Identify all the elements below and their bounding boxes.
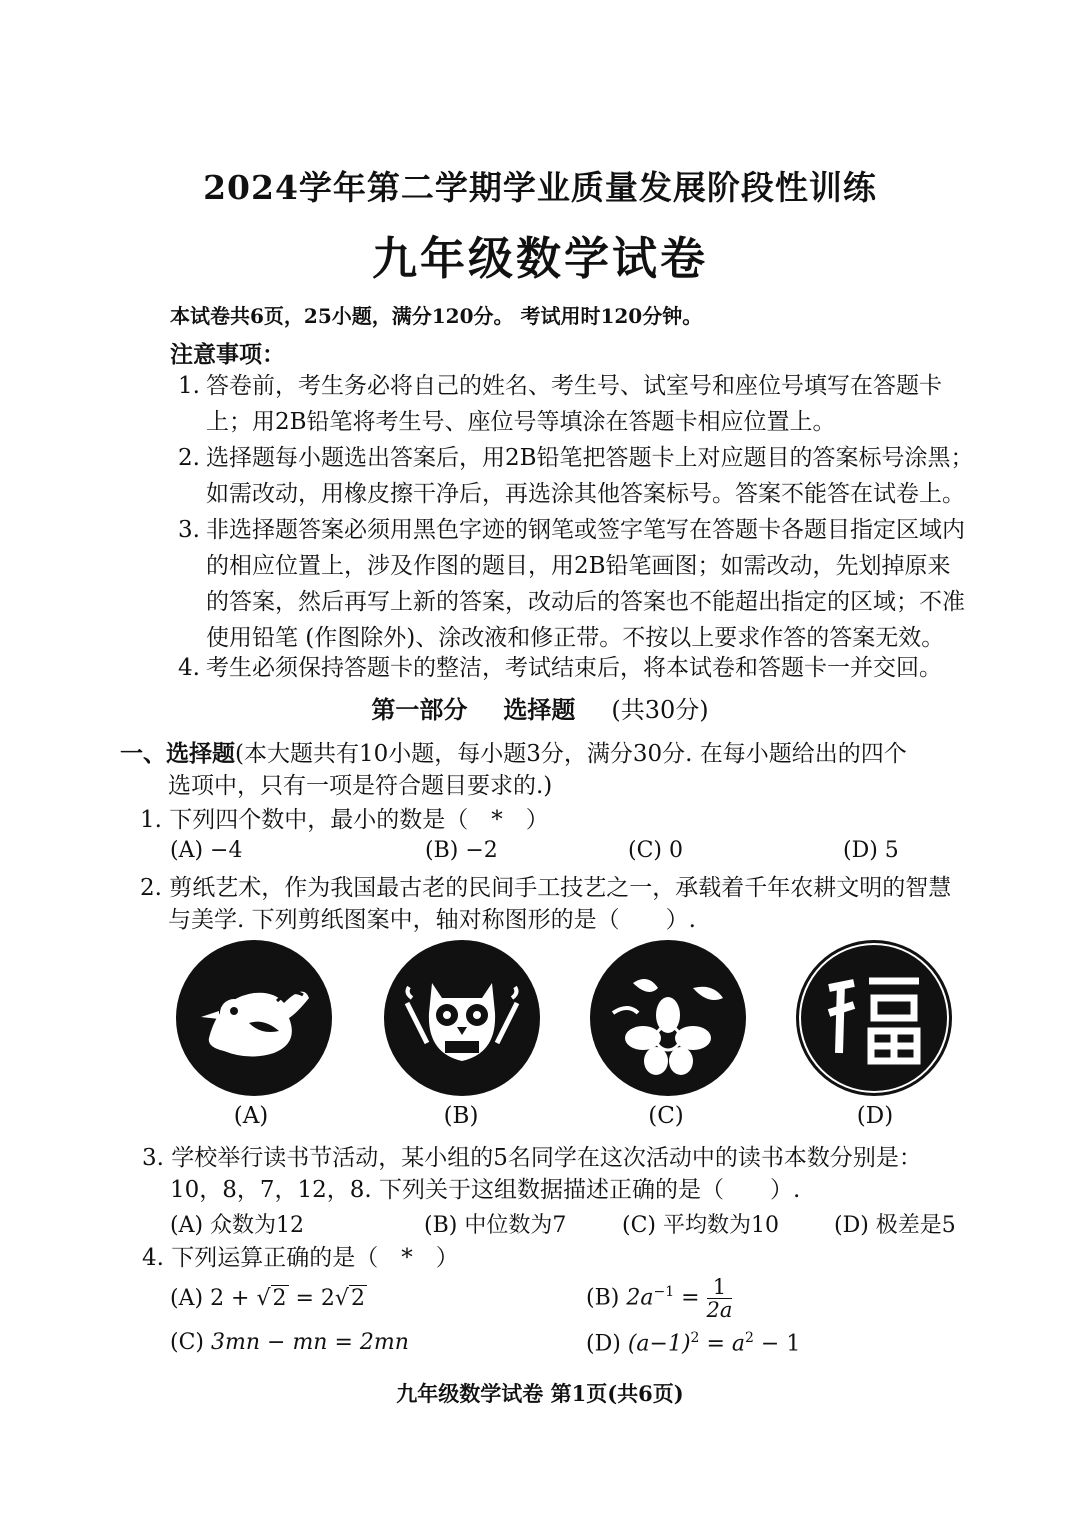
- option-label: (C): [170, 1330, 204, 1355]
- papercut-flower-bird-icon[interactable]: [590, 940, 746, 1096]
- expr-part: 2 + √: [210, 1286, 271, 1311]
- notice-num: 2.: [178, 445, 200, 471]
- q3-option-d[interactable]: (D) 极差是5: [834, 1213, 956, 1238]
- question-3-line-1: 3. 学校举行读书节活动，某小组的5名同学在这次活动中的读书本数分别是：: [142, 1145, 922, 1171]
- q2-label-c: (C): [648, 1103, 684, 1129]
- papercut-fu-character-icon[interactable]: [796, 940, 952, 1096]
- notice-line: 的答案，然后再写上新的答案，改动后的答案也不能超出指定的区域；不准: [206, 589, 965, 615]
- notice-heading: 注意事项：: [170, 341, 285, 368]
- q3-option-a[interactable]: (A) 众数为12: [170, 1213, 305, 1238]
- notice-line: 上；用2B铅笔将考生号、座位号等填涂在答题卡相应位置上。: [206, 409, 836, 435]
- expr-part: 2a: [626, 1285, 654, 1311]
- question-4-stem: 4. 下列运算正确的是（ * ）: [142, 1245, 459, 1271]
- instructions-line-2: 选项中，只有一项是符合题目要求的.): [168, 773, 553, 799]
- exponent: −1: [653, 1284, 675, 1301]
- question-2-line-1: 2. 剪纸艺术，作为我国最古老的民间手工技艺之一，承载着千年农耕文明的智慧: [140, 875, 952, 901]
- expr-part: − 1: [753, 1331, 801, 1357]
- numerator: 1: [707, 1276, 733, 1299]
- exponent: 2: [745, 1330, 754, 1346]
- notice-num: 3.: [178, 517, 200, 543]
- expr-part: = 2√: [288, 1286, 349, 1311]
- option-label: (A): [170, 1286, 204, 1311]
- q3-option-c[interactable]: (C) 平均数为10: [622, 1213, 779, 1238]
- notice-line: 答卷前，考生务必将自己的姓名、考生号、试室号和座位号填写在答题卡: [206, 373, 942, 399]
- section-points: (共30分): [611, 696, 709, 724]
- exam-subtitle: 九年级数学试卷: [371, 232, 708, 285]
- q2-label-b: (B): [443, 1103, 479, 1129]
- q4-option-b[interactable]: [586, 1276, 732, 1321]
- expr-part: (a−1): [627, 1331, 691, 1357]
- q2-label-d: (D): [856, 1103, 894, 1129]
- q3-option-b[interactable]: (B) 中位数为7: [424, 1213, 567, 1238]
- section-name: 选择题: [503, 695, 576, 724]
- section-part: 第一部分: [371, 695, 468, 724]
- notice-line: 考生必须保持答题卡的整洁，考试结束后，将本试卷和答题卡一并交回。: [206, 655, 942, 681]
- q4-option-c[interactable]: [170, 1330, 409, 1355]
- question-3-line-2: 10，8，7，12，8. 下列关于这组数据描述正确的是（ ）.: [170, 1177, 801, 1203]
- notice-line: 的相应位置上，涉及作图的题目，用2B铅笔画图；如需改动，先划掉原来: [206, 553, 951, 579]
- option-label: (B): [586, 1285, 620, 1311]
- instructions-label: 一、选择题: [120, 740, 235, 767]
- notice-item-4: [178, 650, 998, 686]
- papercut-bird-icon[interactable]: [176, 940, 332, 1096]
- q4-option-d[interactable]: [586, 1330, 800, 1356]
- notice-item-2: [178, 440, 998, 512]
- radicand: 2: [272, 1286, 287, 1311]
- q1-option-d[interactable]: (D) 5: [843, 838, 899, 863]
- expr-part: = a: [699, 1331, 745, 1357]
- denominator: 2a: [706, 1298, 733, 1322]
- notice-line: 选择题每小题选出答案后，用2B铅笔把答题卡上对应题目的答案标号涂黑；: [206, 445, 974, 471]
- notice-line: 非选择题答案必须用黑色字迹的钢笔或签字笔写在答题卡各题目指定区域内: [206, 517, 965, 543]
- question-2-line-2: 与美学. 下列剪纸图案中，轴对称图形的是（ ）.: [168, 907, 696, 933]
- notice-item-3: [178, 512, 998, 656]
- exam-info: 本试卷共6页，25小题，满分120分。 考试用时120分钟。: [170, 304, 703, 328]
- q1-option-b[interactable]: (B) −2: [425, 838, 498, 863]
- notice-line: 使用铅笔 (作图除外)、涂改液和修正带。不按以上要求作答的答案无效。: [206, 625, 945, 651]
- notice-num: 4.: [178, 655, 200, 681]
- notice-item-1: [178, 368, 998, 440]
- q2-label-a: (A): [233, 1103, 269, 1129]
- notice-line: 如需改动，用橡皮擦干净后，再选涂其他答案标号。答案不能答在试卷上。: [206, 481, 965, 507]
- fraction: [707, 1276, 733, 1321]
- instructions-text: (本大题共有10小题，每小题3分，满分30分. 在每小题给出的四个: [235, 741, 907, 767]
- exam-title: 2024学年第二学期学业质量发展阶段性训练: [203, 168, 877, 207]
- notice-num: 1.: [178, 373, 200, 399]
- section-heading: [0, 690, 1080, 725]
- papercut-owl-icon[interactable]: [384, 940, 540, 1096]
- option-label: (D): [586, 1331, 621, 1357]
- radicand: 2: [350, 1286, 365, 1311]
- instructions-line-1: [120, 736, 907, 772]
- q4-option-a[interactable]: [170, 1286, 367, 1311]
- question-1-stem: 1. 下列四个数中，最小的数是（ * ）: [140, 807, 549, 833]
- q1-option-c[interactable]: (C) 0: [628, 838, 683, 863]
- exponent: 2: [690, 1330, 700, 1346]
- page-footer: 九年级数学试卷 第1页(共6页): [396, 1381, 684, 1406]
- expr-part: 3mn − mn = 2mn: [211, 1330, 409, 1355]
- q1-option-a[interactable]: (A) −4: [170, 838, 243, 863]
- expr-part: =: [674, 1285, 707, 1311]
